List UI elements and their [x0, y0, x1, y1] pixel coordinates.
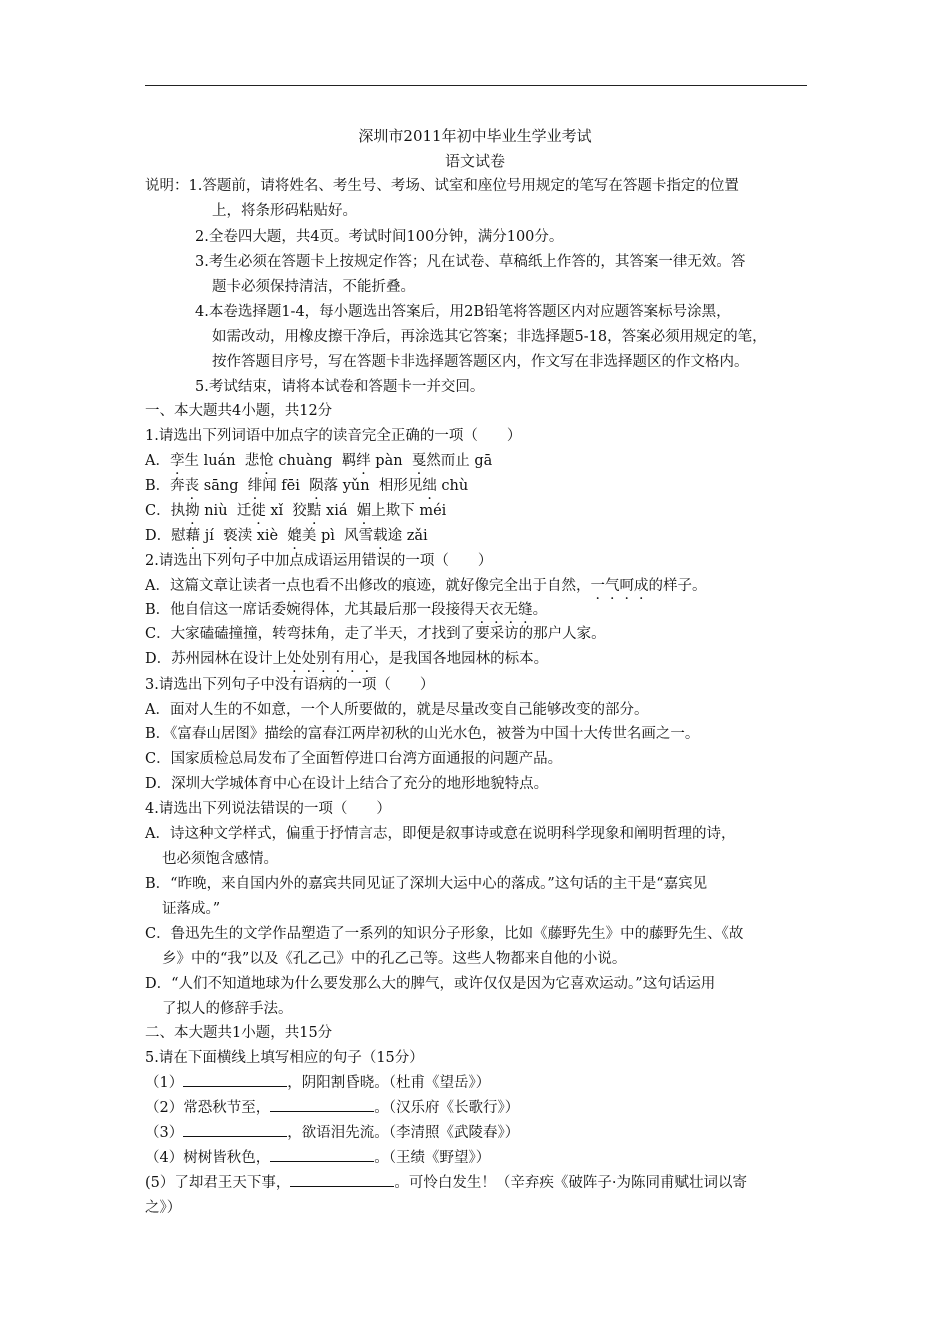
q1-option-d: D．慰藉 jí 亵渎 xiè 媲美 pì 风雪载途 zǎi — [145, 528, 428, 544]
instruction-4: 4.本卷选择题1-4，每小题选出答案后，用2B铅笔将答题区内对应题答案标号涂黑， — [195, 304, 731, 320]
q1-option-b: B．奔丧 sāng 绯闻 fēi 陨落 yǔn 相形见绌 chù — [145, 478, 469, 494]
q4-option-d-cont: 了拟人的修辞手法。 — [162, 1001, 293, 1017]
q1-stem: 1.请选出下列词语中加点字的读音完全正确的一项（ ） — [145, 428, 522, 444]
exam-title: 深圳市2011年初中毕业生学业考试 — [358, 127, 592, 145]
instruction-5: 5.考试结束，请将本试卷和答题卡一并交回。 — [195, 379, 485, 395]
q1-option-a: A．孪生 luán 悲怆 chuàng 羁绊 pàn 戛然而止 gā — [145, 453, 493, 469]
q5-item-2: （2）常恐秋节至， 。（汉乐府《长歌行》） — [145, 1096, 519, 1120]
q5-item-5: (5）了却君王天下事， 。可怜白发生！（辛弃疾《破阵子·为陈同甫赋壮词以寄 — [145, 1171, 747, 1195]
q2-option-d: D．苏州园林在设计上处处别有用心，是我国各地园林的标本。 — [145, 651, 549, 667]
q4-option-c-cont: 乡》中的“我”以及《孔乙己》中的孔乙己等。这些人物都来自他的小说。 — [162, 951, 627, 967]
q5-item-1: （1） ，阴阳割昏晓。（杜甫《望岳》） — [145, 1071, 490, 1095]
q4-stem: 4.请选出下列说法错误的一项（ ） — [145, 801, 391, 817]
q3-option-d: D．深圳大学城体育中心在设计上结合了充分的地形地貌特点。 — [145, 776, 549, 792]
q4-option-c: C．鲁迅先生的文学作品塑造了一系列的知识分子形象，比如《藤野先生》中的藤野先生、《故 — [145, 926, 744, 942]
instruction-3: 3.考生必须在答题卡上按规定作答；凡在试卷、草稿纸上作答的，其答案一律无效。答 — [195, 254, 746, 270]
q5-stem: 5.请在下面横线上填写相应的句子（15分） — [145, 1050, 424, 1066]
q2-option-a: A．这篇文章让读者一点也看不出修改的痕迹，就好像完全出于自然，一气呵成的样子。 — [145, 578, 707, 594]
q4-option-b-cont: 证落成。” — [162, 901, 221, 917]
instruction-2: 2.全卷四大题，共4页。考试时间100分钟，满分100分。 — [195, 229, 564, 245]
q4-option-a-cont: 也必须饱含感情。 — [162, 851, 278, 867]
exam-subtitle: 语文试卷 — [444, 152, 505, 170]
q2-stem: 2.请选出下列句子中加点成语运用错误的一项（ ） — [145, 553, 493, 569]
q1-option-c: C．执拗 niù 迁徙 xǐ 狡黠 xiá 媚上欺下 méi — [145, 503, 447, 519]
header-rule — [145, 85, 807, 86]
q3-option-b: B．《富春山居图》描绘的富春江两岸初秋的山光水色，被誉为中国十大传世名画之一。 — [145, 726, 700, 742]
answer-blank[interactable] — [270, 1096, 374, 1112]
q3-stem: 3.请选出下列句子中没有语病的一项（ ） — [145, 677, 435, 693]
q5-item-3: （3） ，欲语泪先流。（李清照《武陵春》） — [145, 1121, 519, 1145]
q4-option-d: D．“人们不知道地球为什么要发那么大的脾气，或许仅仅是因为它喜欢运动。”这句话运用 — [145, 976, 716, 992]
q3-option-c: C．国家质检总局发布了全面暂停进口台湾方面通报的问题产品。 — [145, 751, 563, 767]
q4-option-b: B．“昨晚，来自国内外的嘉宾共同见证了深圳大运中心的落成。”这句话的主干是“嘉宾见 — [145, 876, 708, 892]
q4-option-a: A．诗这种文学样式，偏重于抒情言志，即便是叙事诗或意在说明科学现象和阐明哲理的诗， — [145, 826, 736, 842]
answer-blank[interactable] — [290, 1171, 394, 1187]
instruction-1-cont: 上，将条形码粘贴好。 — [212, 203, 357, 219]
answer-blank[interactable] — [270, 1146, 374, 1162]
q2-option-b: B．他自信这一席话委婉得体，尤其最后那一段接得天衣无缝。 — [145, 602, 548, 618]
q2-option-c: C．大家磕磕撞撞，转弯抹角，走了半天，才找到了要采访的那户人家。 — [145, 626, 606, 642]
instruction-1: 说明：1.答题前，请将姓名、考生号、考场、试室和座位号用规定的笔写在答题卡指定的位置 — [145, 178, 739, 194]
section-2-heading: 二、本大题共1小题，共15分 — [145, 1025, 333, 1041]
answer-blank[interactable] — [183, 1121, 287, 1137]
q5-item-5-cont: 之》） — [145, 1200, 182, 1216]
q5-item-4: （4）树树皆秋色， 。（王绩《野望》） — [145, 1146, 490, 1170]
section-1-heading: 一、本大题共4小题，共12分 — [145, 403, 333, 419]
instruction-4-cont1: 如需改动，用橡皮擦干净后，再涂选其它答案；非选择题5-18，答案必须用规定的笔， — [212, 329, 767, 345]
instruction-4-cont2: 按作答题目序号，写在答题卡非选择题答题区内，作文写在非选择题区的作文格内。 — [212, 354, 749, 370]
instruction-3-cont: 题卡必须保持清洁，不能折叠。 — [212, 279, 415, 295]
q3-option-a: A．面对人生的不如意，一个人所要做的，就是尽量改变自己能够改变的部分。 — [145, 702, 649, 718]
answer-blank[interactable] — [183, 1071, 287, 1087]
